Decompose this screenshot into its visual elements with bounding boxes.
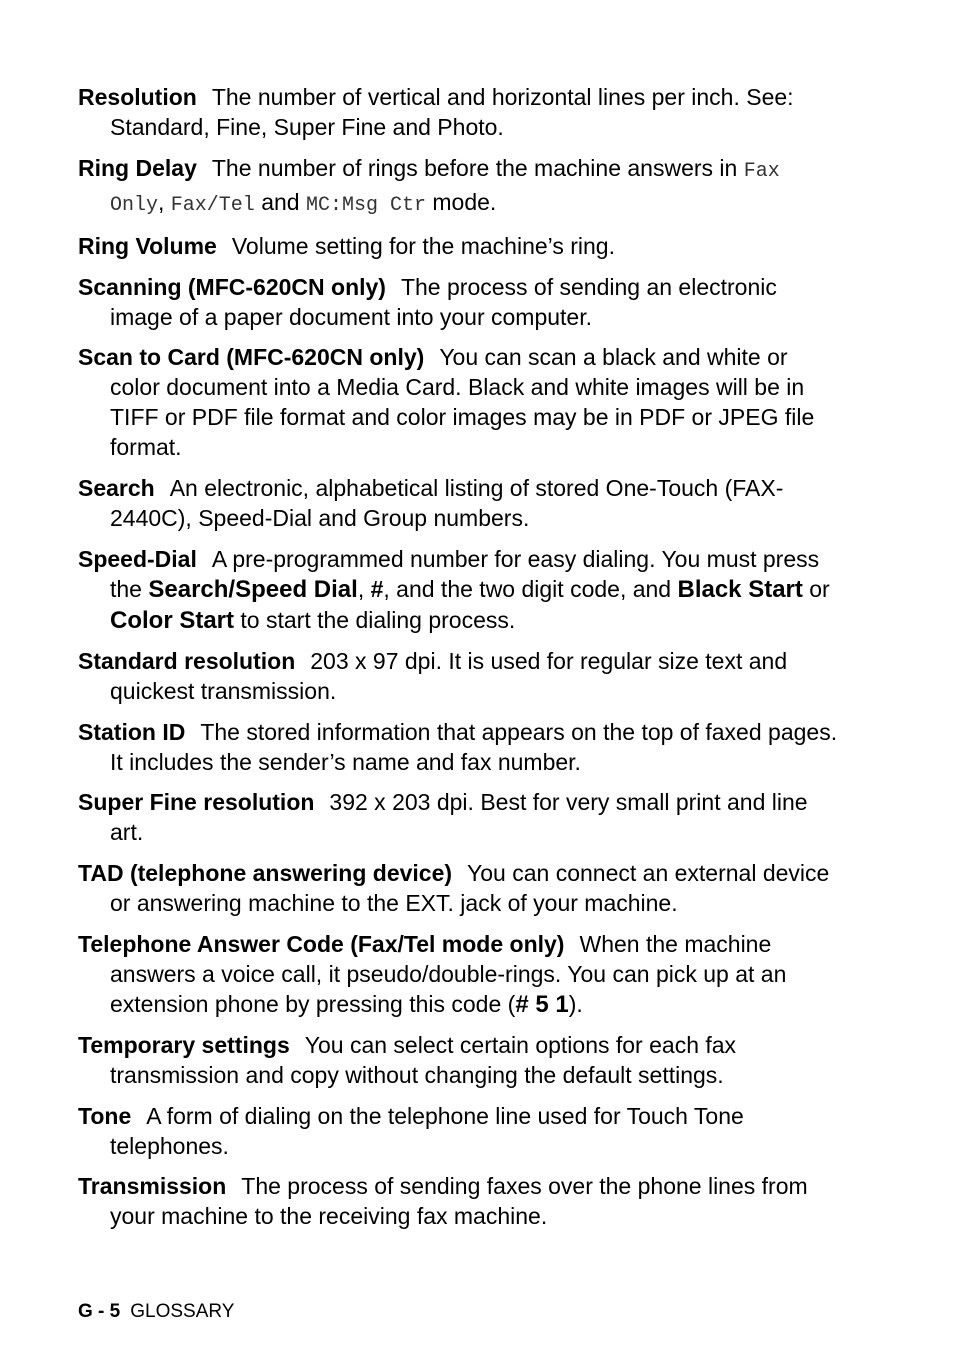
definition: The number of rings before the machine answers in bbox=[211, 154, 738, 181]
separator: , bbox=[357, 575, 365, 602]
mode-fax-only: Fax Only bbox=[110, 159, 780, 217]
glossary-entry-tone bbox=[78, 1101, 838, 1161]
key-black-start: Black Start bbox=[677, 575, 803, 603]
term: Ring Volume bbox=[78, 233, 217, 260]
section-name: GLOSSARY bbox=[130, 1301, 235, 1322]
glossary-entry-station-id bbox=[78, 717, 838, 777]
glossary-entry-super-fine-resolution bbox=[78, 787, 838, 847]
glossary-entry-standard-resolution bbox=[78, 646, 838, 706]
term: Transmission bbox=[78, 1173, 227, 1200]
mode-fax-tel: Fax/Tel bbox=[170, 193, 255, 217]
definition: An electronic, alphabetical listing of stored One-Touch (FAX-2440C), Speed-Dial and Group numbers. bbox=[110, 474, 784, 531]
answer-code: # 5 1 bbox=[515, 990, 569, 1018]
term: Resolution bbox=[78, 84, 197, 110]
definition-end: ). bbox=[568, 990, 583, 1017]
term: Speed-Dial bbox=[78, 545, 197, 572]
key-hash: # bbox=[370, 575, 384, 602]
glossary-entry-tad bbox=[78, 858, 838, 918]
term: Ring Delay bbox=[78, 154, 197, 181]
glossary-entry-transmission bbox=[78, 1171, 838, 1231]
page-footer bbox=[78, 1300, 234, 1324]
mode-msg-ctr: MC:Msg Ctr bbox=[305, 193, 426, 217]
definition: 392 x 203 dpi. Best for very small print and line art. bbox=[110, 789, 808, 846]
definition: The process of sending faxes over the phone lines from your machine to the receiving fax machine. bbox=[110, 1173, 808, 1230]
definition: You can scan a black and white or color document into a Media Card. Black and white images will be in TIFF or PDF file format and color images may be in PDF or JPEG file format. bbox=[110, 344, 815, 461]
term: TAD (telephone answering device) bbox=[78, 859, 453, 886]
definition-end: to start the dialing process. bbox=[240, 606, 516, 633]
glossary-entry-search bbox=[78, 473, 838, 533]
key-color-start: Color Start bbox=[110, 606, 235, 634]
page-number: G - 5 bbox=[78, 1301, 121, 1322]
definition: 203 x 97 dpi. It is used for regular size text and quickest transmission. bbox=[110, 648, 788, 705]
glossary-list bbox=[78, 82, 838, 1242]
glossary-entry-scan-to-card bbox=[78, 342, 838, 462]
term: Super Fine resolution bbox=[78, 789, 315, 816]
term: Tone bbox=[78, 1102, 132, 1129]
definition-end: mode. bbox=[432, 188, 497, 215]
glossary-entry-scanning bbox=[78, 272, 838, 332]
term: Search bbox=[78, 474, 155, 501]
definition: The number of vertical and horizontal lines per inch. See: Standard, Fine, Super Fine and Photo. bbox=[110, 84, 794, 140]
definition: The process of sending an electronic image of a paper document into your computer. bbox=[110, 273, 777, 330]
key-search-speed-dial: Search/Speed Dial bbox=[148, 575, 358, 603]
definition: You can connect an external device or answering machine to the EXT. jack of your machine. bbox=[110, 859, 830, 916]
glossary-entry-telephone-answer-code bbox=[78, 929, 838, 1020]
glossary-entry-temporary-settings bbox=[78, 1030, 838, 1090]
glossary-entry-ring-delay bbox=[78, 153, 838, 221]
definition-mid: , and the two digit code, and bbox=[383, 575, 672, 602]
term: Telephone Answer Code (Fax/Tel mode only) bbox=[78, 930, 565, 957]
definition: A form of dialing on the telephone line used for Touch Tone telephones. bbox=[110, 1102, 744, 1159]
and-word: and bbox=[261, 188, 300, 215]
term: Scan to Card (MFC-620CN only) bbox=[78, 344, 425, 371]
term: Scanning (MFC-620CN only) bbox=[78, 273, 386, 300]
comma: , bbox=[158, 188, 165, 215]
or-word: or bbox=[809, 575, 830, 602]
definition: A pre-programmed number for easy dialing. You must press the bbox=[110, 545, 820, 602]
definition: When the machine answers a voice call, it pseudo/double-rings. You can pick up at an extension phone by pressing this code ( bbox=[110, 930, 787, 1017]
definition: You can select certain options for each fax transmission and copy without changing the default settings. bbox=[110, 1032, 737, 1089]
term: Temporary settings bbox=[78, 1032, 290, 1059]
definition: Volume setting for the machine’s ring. bbox=[231, 233, 615, 260]
term: Station ID bbox=[78, 718, 186, 745]
term: Standard resolution bbox=[78, 648, 296, 675]
glossary-entry-ring-volume bbox=[78, 231, 838, 261]
definition: The stored information that appears on the top of faxed pages. It includes the sender’s name and fax number. bbox=[110, 718, 838, 775]
glossary-entry-speed-dial bbox=[78, 544, 838, 636]
glossary-entry-resolution bbox=[78, 82, 838, 142]
